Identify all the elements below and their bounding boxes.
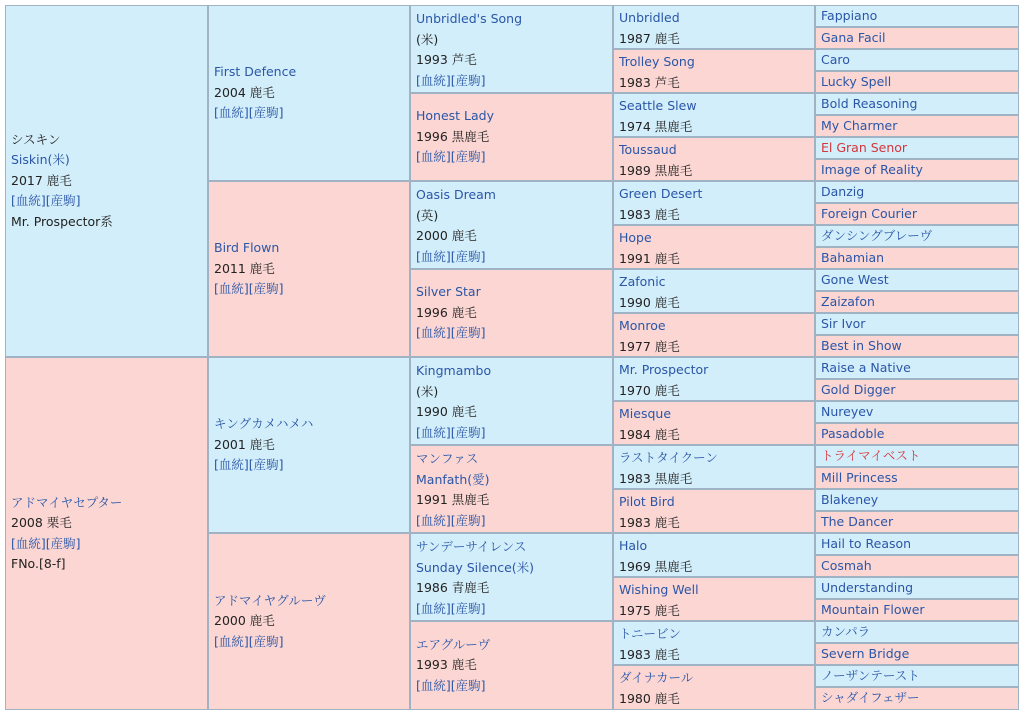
gen5-name-link[interactable]: Severn Bridge bbox=[821, 646, 910, 661]
blood-link[interactable]: [血統] bbox=[416, 424, 451, 440]
gen5-cell-26 bbox=[815, 555, 1019, 577]
gen5-name-link[interactable]: ダンシングブレーヴ bbox=[821, 228, 933, 243]
gen5-name-link[interactable]: Mountain Flower bbox=[821, 602, 925, 617]
gen5-name-link[interactable]: Pasadoble bbox=[821, 426, 885, 441]
gen3-name-link[interactable]: Honest Lady bbox=[416, 108, 495, 124]
foal-link[interactable]: [産駒] bbox=[450, 149, 486, 165]
gen5-cell-21 bbox=[815, 445, 1019, 467]
foal-link[interactable]: [産駒] bbox=[450, 677, 486, 693]
foal-link[interactable]: [産駒] bbox=[248, 281, 284, 297]
gen5-cell-7 bbox=[815, 137, 1019, 159]
gen4-cell-11 bbox=[613, 445, 815, 489]
gen4-name-link[interactable]: Wishing Well bbox=[619, 582, 699, 597]
gen4-info: 1974 黒鹿毛 bbox=[619, 118, 693, 134]
gen5-name-link[interactable]: Image of Reality bbox=[821, 162, 923, 177]
gen3-name-link[interactable]: サンデーサイレンス bbox=[416, 539, 527, 554]
gen5-cell-32 bbox=[815, 687, 1019, 710]
gen4-info: 1990 鹿毛 bbox=[619, 294, 680, 310]
gen4-cell-12 bbox=[613, 489, 815, 533]
blood-link[interactable]: [血統] bbox=[416, 600, 451, 616]
gen3-info: 2000 鹿毛 bbox=[416, 228, 477, 243]
foal-link[interactable]: [産駒] bbox=[450, 72, 486, 88]
blood-link[interactable]: [血統] bbox=[416, 325, 451, 341]
gen3-info: 1993 芦毛 bbox=[416, 52, 477, 67]
foal-link[interactable]: [産駒] bbox=[450, 600, 486, 616]
gen3-info: 1996 鹿毛 bbox=[416, 304, 477, 320]
gen4-name-link[interactable]: ダイナカール bbox=[619, 670, 694, 685]
gen4-info: 1991 鹿毛 bbox=[619, 250, 680, 266]
gen4-cell-10 bbox=[613, 401, 815, 445]
dam-sire-info: 2001 鹿毛 bbox=[214, 436, 275, 452]
gen3-name-en-link[interactable]: Sunday Silence(米) bbox=[416, 559, 535, 575]
gen4-cell-3 bbox=[613, 93, 815, 137]
foal-link[interactable]: [産駒] bbox=[450, 248, 486, 264]
dam-sire-name-link[interactable]: キングカメハメハ bbox=[214, 416, 314, 432]
gen5-cell-13 bbox=[815, 269, 1019, 291]
gen5-name-link[interactable]: Raise a Native bbox=[821, 360, 911, 375]
gen4-info: 1975 鹿毛 bbox=[619, 602, 680, 618]
sire-info: 2004 鹿毛 bbox=[214, 84, 275, 100]
gen4-cell-8 bbox=[613, 313, 815, 357]
gen5-cell-9 bbox=[815, 181, 1019, 203]
gen5-name-link[interactable]: Mill Princess bbox=[821, 470, 898, 485]
gen5-name-link[interactable]: Lucky Spell bbox=[821, 74, 892, 89]
gen3-name-link[interactable]: マンファス bbox=[416, 451, 479, 466]
blood-link[interactable]: [血統] bbox=[416, 72, 451, 88]
gen5-cell-29 bbox=[815, 621, 1019, 643]
gen4-name-link[interactable]: Halo bbox=[619, 538, 648, 553]
gen5-cell-28 bbox=[815, 599, 1019, 621]
gen3-name-link[interactable]: Silver Star bbox=[416, 284, 481, 300]
gen5-name-link[interactable]: Gana Facil bbox=[821, 30, 886, 45]
sire-dam-cell bbox=[208, 181, 410, 357]
gen4-info: 1983 鹿毛 bbox=[619, 206, 680, 222]
gen4-cell-16 bbox=[613, 665, 815, 710]
gen4-info: 1987 鹿毛 bbox=[619, 30, 680, 46]
gen3-info: 1993 鹿毛 bbox=[416, 657, 477, 673]
foal-link[interactable]: [産駒] bbox=[450, 512, 486, 528]
gen3-info: 1986 青鹿毛 bbox=[416, 580, 490, 595]
foal-link[interactable]: [産駒] bbox=[248, 457, 284, 473]
gen3-cell-8 bbox=[410, 621, 613, 710]
gen4-info: 1969 黒鹿毛 bbox=[619, 558, 693, 574]
gen5-cell-30 bbox=[815, 643, 1019, 665]
gen3-cell-4 bbox=[410, 269, 613, 357]
gen4-name-link[interactable]: トニービン bbox=[619, 626, 682, 641]
gen3-info: 1990 鹿毛 bbox=[416, 404, 477, 419]
subject-lineage: Mr. Prospector系 bbox=[11, 213, 113, 229]
sire-cell bbox=[208, 5, 410, 181]
gen5-cell-25 bbox=[815, 533, 1019, 555]
gen5-cell-16 bbox=[815, 335, 1019, 357]
dam-name-link[interactable]: アドマイヤセプター bbox=[11, 494, 123, 510]
foal-link[interactable]: [産駒] bbox=[45, 535, 81, 551]
gen4-cell-15 bbox=[613, 621, 815, 665]
gen5-cell-3 bbox=[815, 49, 1019, 71]
blood-link[interactable]: [血統] bbox=[416, 512, 451, 528]
gen4-info: 1983 鹿毛 bbox=[619, 646, 680, 662]
gen4-cell-9 bbox=[613, 357, 815, 401]
gen4-info: 1977 鹿毛 bbox=[619, 338, 680, 354]
gen5-name-link[interactable]: Best in Show bbox=[821, 338, 902, 353]
gen5-cell-5 bbox=[815, 93, 1019, 115]
blood-link[interactable]: [血統] bbox=[11, 535, 46, 551]
gen4-info: 1983 芦毛 bbox=[619, 74, 680, 90]
dam-dam-cell bbox=[208, 533, 410, 710]
gen5-cell-18 bbox=[815, 379, 1019, 401]
gen5-cell-12 bbox=[815, 247, 1019, 269]
gen5-name-link[interactable]: シャダイフェザー bbox=[821, 690, 920, 705]
dam-dam-name-link[interactable]: アドマイヤグルーヴ bbox=[214, 592, 326, 608]
gen5-name-link[interactable]: Gone West bbox=[821, 272, 889, 287]
gen3-name-link[interactable]: Oasis Dream bbox=[416, 187, 496, 202]
blood-link[interactable]: [血統] bbox=[416, 248, 451, 264]
gen4-info: 1980 鹿毛 bbox=[619, 690, 680, 706]
gen5-name-link[interactable]: Nureyev bbox=[821, 404, 874, 419]
gen5-name-link[interactable]: My Charmer bbox=[821, 118, 898, 133]
dam-sire-cell bbox=[208, 357, 410, 533]
blood-link[interactable]: [血統] bbox=[214, 633, 249, 649]
gen5-cell-17 bbox=[815, 357, 1019, 379]
gen4-name-link[interactable]: Unbridled bbox=[619, 10, 680, 25]
gen3-name-link[interactable]: Unbridled's Song bbox=[416, 11, 523, 26]
subject-info: 2017 鹿毛 bbox=[11, 172, 72, 188]
gen5-name-link[interactable]: カンパラ bbox=[821, 624, 871, 639]
gen5-cell-20 bbox=[815, 423, 1019, 445]
foal-link[interactable]: [産駒] bbox=[248, 633, 284, 649]
gen5-cell-15 bbox=[815, 313, 1019, 335]
gen3-origin: (英) bbox=[416, 207, 439, 223]
gen5-name-link-highlighted[interactable]: El Gran Senor bbox=[821, 140, 908, 155]
blood-link[interactable]: [血統] bbox=[416, 149, 451, 165]
gen4-name-link[interactable]: Trolley Song bbox=[619, 54, 695, 69]
gen5-cell-19 bbox=[815, 401, 1019, 423]
blood-link[interactable]: [血統] bbox=[416, 677, 451, 693]
gen4-cell-5 bbox=[613, 181, 815, 225]
sire-dam-info: 2011 鹿毛 bbox=[214, 260, 275, 276]
gen4-name-link[interactable]: Pilot Bird bbox=[619, 494, 675, 509]
gen3-cell-7 bbox=[410, 533, 613, 621]
gen3-name-link[interactable]: Kingmambo bbox=[416, 363, 492, 378]
gen4-info: 1983 鹿毛 bbox=[619, 514, 680, 530]
sire-dam-name-link[interactable]: Bird Flown bbox=[214, 240, 280, 256]
gen5-name-link[interactable]: Understanding bbox=[821, 580, 914, 595]
gen5-name-link-highlighted[interactable]: トライマイベスト bbox=[821, 448, 921, 463]
dam-family-number: FNo.[8-f] bbox=[11, 556, 66, 571]
blood-link[interactable]: [血統] bbox=[214, 105, 249, 121]
gen3-name-link[interactable]: エアグルーヴ bbox=[416, 636, 491, 652]
gen3-info: 1996 黒鹿毛 bbox=[416, 128, 490, 144]
subject-name-jp: シスキン bbox=[11, 131, 61, 147]
gen5-name-link[interactable]: Bold Reasoning bbox=[821, 96, 918, 111]
gen4-name-link[interactable]: Zafonic bbox=[619, 274, 666, 289]
gen5-name-link[interactable]: Zaizafon bbox=[821, 294, 875, 309]
gen5-name-link[interactable]: ノーザンテースト bbox=[821, 668, 920, 683]
gen5-cell-6 bbox=[815, 115, 1019, 137]
gen4-cell-13 bbox=[613, 533, 815, 577]
foal-link[interactable]: [産駒] bbox=[248, 105, 284, 121]
gen3-cell-3 bbox=[410, 181, 613, 269]
subject-horse-cell bbox=[5, 5, 208, 357]
foal-link[interactable]: [産駒] bbox=[45, 193, 81, 209]
gen5-cell-23 bbox=[815, 489, 1019, 511]
gen3-info: 1991 黒鹿毛 bbox=[416, 492, 490, 507]
gen5-cell-1 bbox=[815, 5, 1019, 27]
gen5-cell-8 bbox=[815, 159, 1019, 181]
gen4-name-link[interactable]: Seattle Slew bbox=[619, 98, 697, 113]
gen5-cell-4 bbox=[815, 71, 1019, 93]
gen4-cell-4 bbox=[613, 137, 815, 181]
gen5-cell-2 bbox=[815, 27, 1019, 49]
gen5-name-link[interactable]: Bahamian bbox=[821, 250, 885, 265]
foal-link[interactable]: [産駒] bbox=[450, 325, 486, 341]
gen5-name-link[interactable]: Caro bbox=[821, 52, 850, 67]
gen5-cell-22 bbox=[815, 467, 1019, 489]
gen4-info: 1970 鹿毛 bbox=[619, 382, 680, 398]
gen4-name-link[interactable]: Toussaud bbox=[619, 142, 677, 157]
dam-cell bbox=[5, 357, 208, 710]
dam-info: 2008 栗毛 bbox=[11, 515, 72, 530]
gen3-cell-6 bbox=[410, 445, 613, 533]
gen5-name-link[interactable]: Hail to Reason bbox=[821, 536, 912, 551]
gen5-cell-31 bbox=[815, 665, 1019, 687]
gen3-origin: (米) bbox=[416, 383, 439, 399]
gen5-name-link[interactable]: Blakeney bbox=[821, 492, 879, 507]
blood-link[interactable]: [血統] bbox=[214, 281, 249, 297]
gen3-name-en-link[interactable]: Manfath(愛) bbox=[416, 471, 490, 487]
gen4-cell-1 bbox=[613, 5, 815, 49]
gen5-name-link[interactable]: Sir Ivor bbox=[821, 316, 866, 331]
gen4-name-link[interactable]: Miesque bbox=[619, 406, 672, 421]
gen4-name-link[interactable]: Mr. Prospector bbox=[619, 362, 709, 377]
gen5-cell-24 bbox=[815, 511, 1019, 533]
gen4-cell-2 bbox=[613, 49, 815, 93]
gen4-cell-14 bbox=[613, 577, 815, 621]
gen4-info: 1983 黒鹿毛 bbox=[619, 470, 693, 486]
gen5-name-link[interactable]: Cosmah bbox=[821, 558, 872, 573]
subject-name-en-link[interactable]: Siskin(米) bbox=[11, 152, 70, 168]
gen4-info: 1989 黒鹿毛 bbox=[619, 162, 693, 178]
blood-link[interactable]: [血統] bbox=[214, 457, 249, 473]
sire-name-link[interactable]: First Defence bbox=[214, 64, 297, 80]
gen4-name-link[interactable]: ラストタイクーン bbox=[619, 450, 718, 465]
gen3-cell-2 bbox=[410, 93, 613, 181]
gen4-name-link[interactable]: Green Desert bbox=[619, 186, 703, 201]
gen3-origin: (米) bbox=[416, 31, 439, 47]
gen3-cell-1 bbox=[410, 5, 613, 93]
foal-link[interactable]: [産駒] bbox=[450, 424, 486, 440]
gen5-name-link[interactable]: Foreign Courier bbox=[821, 206, 917, 221]
gen5-cell-14 bbox=[815, 291, 1019, 313]
gen5-name-link[interactable]: The Dancer bbox=[821, 514, 894, 529]
gen4-name-link[interactable]: Monroe bbox=[619, 318, 666, 333]
gen5-cell-11 bbox=[815, 225, 1019, 247]
blood-link[interactable]: [血統] bbox=[11, 193, 46, 209]
gen5-cell-10 bbox=[815, 203, 1019, 225]
gen5-cell-27 bbox=[815, 577, 1019, 599]
gen4-cell-6 bbox=[613, 225, 815, 269]
gen5-name-link[interactable]: Gold Digger bbox=[821, 382, 896, 397]
gen5-name-link[interactable]: Danzig bbox=[821, 184, 865, 199]
gen3-cell-5 bbox=[410, 357, 613, 445]
gen4-info: 1984 鹿毛 bbox=[619, 426, 680, 442]
gen5-name-link[interactable]: Fappiano bbox=[821, 8, 878, 23]
dam-dam-info: 2000 鹿毛 bbox=[214, 613, 275, 629]
gen4-name-link[interactable]: Hope bbox=[619, 230, 652, 245]
gen4-cell-7 bbox=[613, 269, 815, 313]
